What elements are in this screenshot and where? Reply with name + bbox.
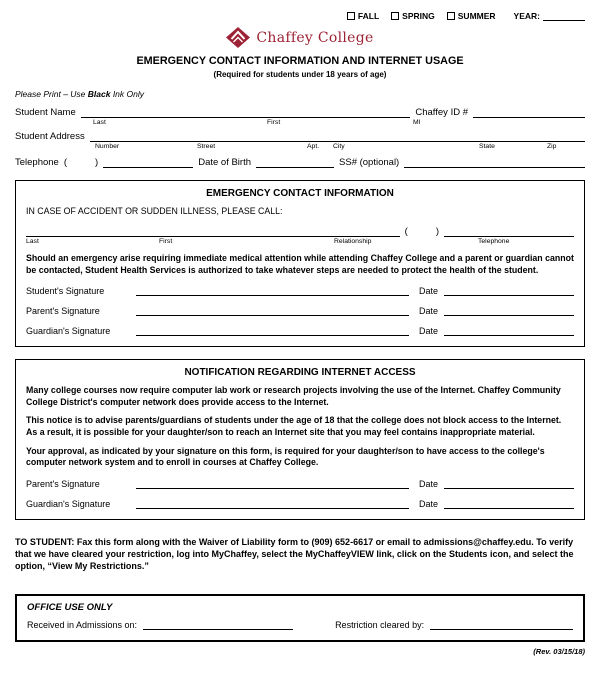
student-address-input[interactable] [90,131,585,142]
logo-text: Chaffey College [256,29,374,46]
guardian-signature-row [26,325,574,336]
internet-guardian-signature-line[interactable] [136,498,409,509]
address-sublabel-street: Street [197,143,216,150]
internet-access-section [15,359,585,520]
guardian-signature-date-line[interactable] [444,325,574,336]
student-name-row [15,107,585,118]
address-sublabels [15,142,585,151]
term-fall [347,11,379,21]
received-label: Received in Admissions on: [27,620,138,631]
office-use-row [27,619,573,630]
print-note-suffix: Ink Only [110,89,144,99]
emergency-contact-row [26,226,574,237]
emergency-section-title: EMERGENCY CONTACT INFORMATION [206,188,394,199]
telephone-input[interactable] [103,157,193,168]
telephone-row [15,157,585,168]
print-note-prefix: Please Print – Use [15,89,88,99]
call-instruction: IN CASE OF ACCIDENT OR SUDDEN ILLNESS, PLEASE CALL: [26,206,283,216]
contact-sublabel-relationship: Relationship [334,238,372,245]
internet-guardian-signature-label: Guardian's Signature [26,498,111,509]
contact-sublabel-last: Last [26,238,39,245]
address-sublabel-apt: Apt. [307,143,320,150]
received-date-input[interactable] [143,619,293,630]
internet-guardian-signature-row [26,498,574,509]
emergency-contact-sublabels [26,237,574,246]
to-student-text: Fax this form along with the Waiver of Liability form to (909) 652-6617 or email to admissions@chaffey.edu. To verify that we have cleared your restriction, log into MyChaffey, select the MyChaffeyVIEW link, click on the Students icon, and select the option, “View My Restrictions.” [15,536,574,572]
guardian-signature-date-label: Date [418,326,438,337]
ssn-input[interactable] [404,157,585,168]
address-sublabel-zip: Zip [547,143,557,150]
term-spring [391,11,435,21]
term-row [15,10,585,21]
internet-parent-signature-row [26,478,574,489]
name-sublabel-mi: MI [413,119,421,126]
student-signature-date-label: Date [418,286,438,297]
name-sublabels [15,118,585,127]
parent-signature-date-line[interactable] [444,305,574,316]
name-sublabel-first: First [267,119,281,126]
to-student-note [15,536,585,572]
student-address-row [15,131,585,142]
fall-label: FALL [357,10,380,21]
internet-parent-signature-line[interactable] [136,478,409,489]
contact-sublabel-first: First [159,238,173,245]
student-name-input[interactable] [81,107,411,118]
logo-row [15,27,585,48]
parent-signature-row [26,305,574,316]
emergency-paren-close: ) [435,226,439,237]
internet-parent-signature-label: Parent's Signature [26,478,100,489]
internet-guardian-date-label: Date [418,498,438,509]
internet-parent-date-line[interactable] [444,478,574,489]
spring-checkbox[interactable] [391,12,399,20]
student-name-label: Student Name [15,107,76,118]
print-note [15,89,585,99]
emergency-paren-open: ( [404,226,408,237]
summer-checkbox[interactable] [447,12,455,20]
office-use-box [15,594,585,642]
student-signature-label: Student's Signature [26,286,105,297]
student-signature-row [26,285,574,296]
address-sublabel-number: Number [95,143,120,150]
chaffey-logo-icon [226,27,250,48]
emergency-contact-section [15,180,585,347]
telephone-paren-open: ( [63,157,68,168]
telephone-paren-close: ) [95,157,99,168]
revision-note: (Rev. 03/15/18) [533,647,585,657]
guardian-signature-label: Guardian's Signature [26,326,111,337]
parent-signature-line[interactable] [136,305,409,316]
chaffey-id-input[interactable] [473,107,585,118]
parent-signature-label: Parent's Signature [26,306,100,317]
address-sublabel-city: City [333,143,345,150]
student-signature-date-line[interactable] [444,285,574,296]
internet-section-title: NOTIFICATION REGARDING INTERNET ACCESS [184,367,416,379]
emergency-contact-name-input[interactable] [26,226,400,237]
term-summer [447,11,496,21]
chaffey-id-label: Chaffey ID # [415,107,468,118]
parent-signature-date-label: Date [418,306,438,317]
cleared-by-input[interactable] [430,619,573,630]
cleared-label: Restriction cleared by: [335,620,425,631]
contact-sublabel-telephone: Telephone [478,238,510,245]
spring-label: SPRING [402,10,435,21]
name-sublabel-last: Last [93,119,106,126]
internet-parent-date-label: Date [418,478,438,489]
fall-checkbox[interactable] [347,12,355,20]
year-label: YEAR: [513,11,540,21]
internet-paragraph-3: Your approval, as indicated by your signature on this form, is required for your daughter/son to have access to the college's computer network system and to enroll in courses at Chaffey College. [26,445,545,468]
telephone-label: Telephone [15,157,59,168]
emergency-paragraph: Should an emergency arise requiring immediate medical attention while attending Chaffey College and a parent or guardian cannot be contacted, Student Health Services is authorized to take whatever steps are needed to protect the health of the student. [26,253,574,275]
student-signature-line[interactable] [136,285,409,296]
dob-label: Date of Birth [198,157,252,168]
dob-input[interactable] [256,157,334,168]
office-use-title: OFFICE USE ONLY [27,602,113,614]
form-title: EMERGENCY CONTACT INFORMATION AND INTERNET USAGE [136,55,464,67]
print-note-bold: Black [87,89,111,99]
internet-guardian-date-line[interactable] [444,498,574,509]
emergency-telephone-input[interactable] [444,226,574,237]
internet-paragraph-2: This notice is to advise parents/guardians of students under the age of 18 that the college does not block access to the Internet. As a result, it is possible for your daughter/son to reach an Internet site that you may feel contains inappropriate material. [26,415,562,438]
student-address-label: Student Address [15,131,85,142]
to-student-label: TO STUDENT: [15,536,75,547]
address-sublabel-state: State [479,143,495,150]
ssn-label: SS# (optional) [339,157,400,168]
form-subtitle: (Required for students under 18 years of age) [213,70,387,79]
year-group [514,10,585,21]
internet-paragraph-1: Many college courses now require computer lab work or research projects involving the use of the Internet. Chaffey Community College District's computer network does provide access to the Internet. [26,385,561,407]
summer-label: SUMMER [457,10,496,21]
guardian-signature-line[interactable] [136,325,409,336]
year-input[interactable] [543,10,585,21]
